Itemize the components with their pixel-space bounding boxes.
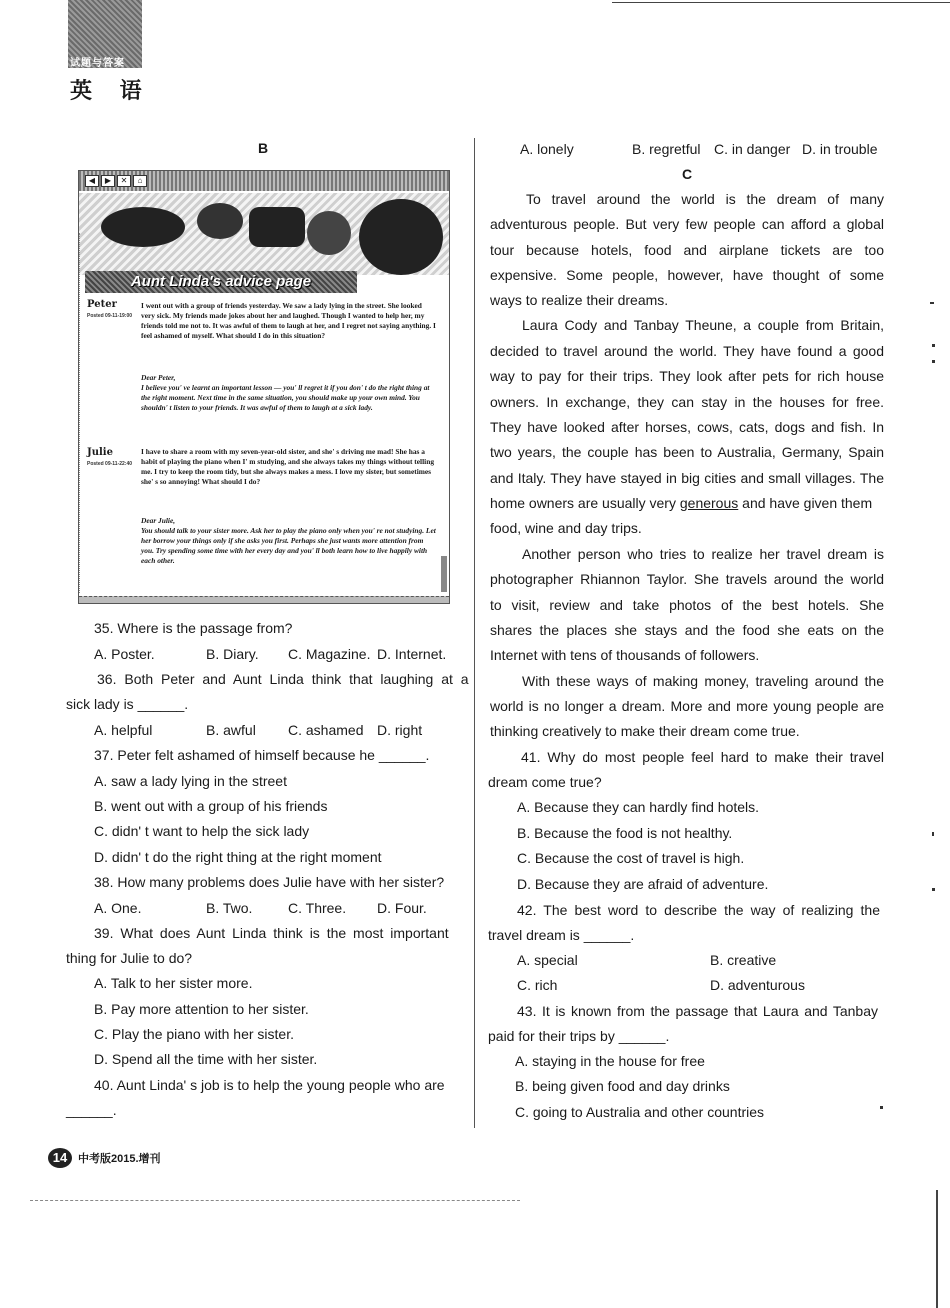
bottom-rule <box>30 1200 520 1201</box>
subject-title: 英 语 <box>70 78 152 104</box>
option: C. going to Australia and other countries <box>515 1104 765 1120</box>
passage-line: two years, the couple has been to Australia, Germany, Spain <box>490 444 884 460</box>
scan-speck <box>880 1106 883 1109</box>
post-text: I went out with a group of friends yesterday. We saw a lady lying in the street. She looked very sick. My friends made jokes about her and laughed. Though I wanted to help her, my friends told me not to. It was awful of them to laugh at her, and I regret not saying anything. I feel ashamed of myself. What should I do in this situation? <box>141 301 436 340</box>
passage-text: and have given them <box>738 495 873 511</box>
reply-text: Dear Peter, I believe you' ve learnt an important lesson — you' ll regret it if you don' t do the right thing at the right moment. Next time in the same situation, you should make up your own mind. You shouldn' t listen to your friends. It was awful of them to laugh at a sick lady. <box>141 373 430 412</box>
option: D. Internet. <box>377 646 447 662</box>
passage-line: shares the places she stays and the food she eats on the <box>490 622 884 638</box>
passage-line: owners. In exchange, they can stay in the houses for free. <box>490 394 884 410</box>
option: D. didn' t do the right thing at the right moment <box>94 849 382 865</box>
option: C. rich <box>517 977 558 993</box>
banner-shape <box>249 207 305 247</box>
option: B. creative <box>710 952 777 968</box>
passage-line: and Italy. They have stayed in big cities and small villages. The <box>490 470 884 486</box>
passage-line: They have looked after horses, cows, cats, dogs and fish. In <box>490 419 884 435</box>
option: C. Magazine. <box>288 646 371 662</box>
option: D. Because they are afraid of adventure. <box>517 876 769 892</box>
passage-line: photographer Rhiannon Taylor. She travels around the world <box>490 571 884 587</box>
question-stem: paid for their trips by ______. <box>488 1028 670 1044</box>
option: A. staying in the house for free <box>515 1053 705 1069</box>
question-stem: travel dream is ______. <box>488 927 635 943</box>
passage-line: To travel around the world is the dream of many <box>526 191 884 207</box>
option: C. Because the cost of travel is high. <box>517 850 745 866</box>
reply-text: Dear Julie, You should talk to your sister more. Ask her to play the piano only when you' re not studying. Let her borrow your things only if she asks you first. Perhaps she just wants more attention from you. Try spending some time with her every day and you' ll both learn how to live happily with each other. <box>141 516 436 565</box>
passage-line: thinking creatively to make their dream come true. <box>490 723 800 739</box>
header-tag: 试题与答案 <box>70 58 125 69</box>
option: C. Play the piano with her sister. <box>94 1026 294 1042</box>
passage-line: to visit, review and take photos of the best hotels. She <box>490 597 884 613</box>
option: B. Because the food is not healthy. <box>517 825 733 841</box>
option: B. Diary. <box>206 646 259 662</box>
scrollbar[interactable] <box>441 556 447 592</box>
passage-line: With these ways of making money, traveling around the <box>522 673 884 689</box>
post-meta: Posted 09-11-22:40 <box>87 461 133 467</box>
passage-line: Another person who tries to realize her travel dream is <box>522 546 884 562</box>
section-label-c: C <box>682 166 693 182</box>
panel-footer <box>79 596 449 603</box>
question-stem: dream come true? <box>488 774 602 790</box>
close-icon[interactable]: ✕ <box>117 175 131 187</box>
question-stem: 36. Both Peter and Aunt Linda think that laughing at a <box>97 671 469 687</box>
back-icon[interactable]: ◀ <box>85 175 99 187</box>
option: A. Because they can hardly find hotels. <box>517 799 760 815</box>
question-stem: 41. Why do most people feel hard to make their travel <box>521 749 884 765</box>
question-stem: 38. How many problems does Julie have with her sister? <box>94 874 445 890</box>
column-divider <box>474 138 475 1128</box>
section-label-b: B <box>258 140 269 156</box>
forward-icon[interactable]: ▶ <box>101 175 115 187</box>
option: A. Talk to her sister more. <box>94 975 253 991</box>
option: B. awful <box>206 722 256 738</box>
page-title: Aunt Linda's advice page <box>85 271 357 293</box>
option: A. helpful <box>94 722 153 738</box>
option: B. Pay more attention to her sister. <box>94 1001 309 1017</box>
top-rule <box>612 2 950 3</box>
scan-speck <box>932 832 934 836</box>
option: A. lonely <box>520 141 574 157</box>
scan-speck <box>932 360 935 363</box>
question-stem: 43. It is known from the passage that Laura and Tanbay <box>517 1003 878 1019</box>
question-stem: 39. What does Aunt Linda think is the most important <box>94 925 449 941</box>
question-stem: 35. Where is the passage from? <box>94 620 293 636</box>
option: D. in trouble <box>802 141 878 157</box>
passage-line: decided to travel around the world. They have found a good <box>490 343 884 359</box>
browser-toolbar <box>79 171 449 191</box>
option: D. adventurous <box>710 977 805 993</box>
option: A. special <box>517 952 578 968</box>
option: B. regretful <box>632 141 701 157</box>
option: B. being given food and day drinks <box>515 1078 730 1094</box>
option: C. Three. <box>288 900 347 916</box>
option: D. Spend all the time with her sister. <box>94 1051 318 1067</box>
banner-shape <box>307 211 351 255</box>
passage-line: tour because hotels, food and airplane tickets are too <box>490 242 884 258</box>
post-meta: Posted 09-11-19:00 <box>87 313 133 319</box>
banner-image <box>79 193 449 290</box>
passage-line: ways to realize their dreams. <box>490 292 669 308</box>
banner-shape <box>359 199 443 275</box>
passage-line: way to pay for their trips. They look after pets for rich house <box>490 368 884 384</box>
passage-line: Internet with tens of thousands of followers. <box>490 647 760 663</box>
passage-line <box>490 494 872 512</box>
option: A. Poster. <box>94 646 155 662</box>
question-stem: sick lady is ______. <box>66 696 189 712</box>
post-text: I have to share a room with my seven-year-old sister, and she' s driving me mad! She has a habit of playing the piano when I' m studying, and she always takes my things without telling me. I try to keep the room tidy, but she always makes a mess. I love my sister, but sometimes she' s so annoying! What should I do? <box>141 447 435 486</box>
option: C. ashamed <box>288 722 364 738</box>
scan-speck <box>932 888 935 891</box>
passage-text: home owners are usually very <box>490 495 680 511</box>
footer-label: 中考版2015.增刊 <box>78 1153 161 1165</box>
passage-line: expensive. Some people, however, have thought of some <box>490 267 884 283</box>
underlined-word: generous <box>679 495 739 511</box>
passage-line: adventurous people. But very few people can afford a global <box>490 216 884 232</box>
question-stem: thing for Julie to do? <box>66 950 193 966</box>
passage-line: world is no longer a dream. More and more young people are <box>490 698 884 714</box>
page-number: 14 <box>48 1148 72 1168</box>
question-stem: 37. Peter felt ashamed of himself because he ______. <box>94 747 430 763</box>
poster-name: Peter <box>87 299 117 310</box>
option: A. One. <box>94 900 142 916</box>
poster-name: Julie <box>87 447 113 458</box>
panel-dotted-edge <box>79 233 84 593</box>
passage-line: food, wine and day trips. <box>490 520 642 536</box>
option: A. saw a lady lying in the street <box>94 773 287 789</box>
option: D. Four. <box>377 900 427 916</box>
option: C. didn' t want to help the sick lady <box>94 823 310 839</box>
option: D. right <box>377 722 423 738</box>
question-stem: ______. <box>66 1102 117 1118</box>
banner-shape <box>101 207 185 247</box>
scan-speck <box>930 302 934 304</box>
advice-web-panel <box>78 170 450 604</box>
option: B. Two. <box>206 900 253 916</box>
question-stem: 42. The best word to describe the way of realizing the <box>517 902 880 918</box>
option: C. in danger <box>714 141 791 157</box>
option: B. went out with a group of his friends <box>94 798 328 814</box>
page-edge <box>936 1190 938 1308</box>
home-icon[interactable]: ⌂ <box>133 175 147 187</box>
question-stem: 40. Aunt Linda' s job is to help the young people who are <box>94 1077 445 1093</box>
scan-speck <box>932 344 935 347</box>
passage-line: Laura Cody and Tanbay Theune, a couple from Britain, <box>522 317 884 333</box>
banner-shape <box>197 203 243 239</box>
